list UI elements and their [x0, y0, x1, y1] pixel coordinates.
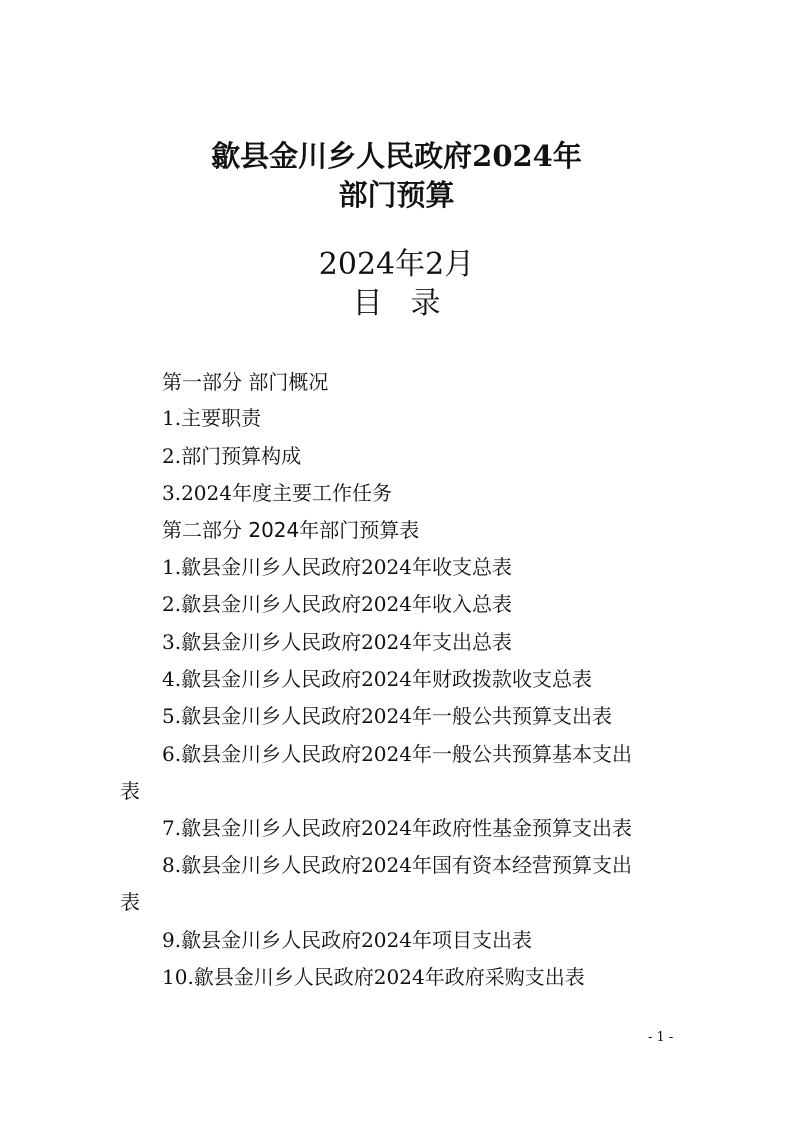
toc-item: 4.歙县金川乡人民政府2024年财政拨款收支总表 [162, 667, 592, 691]
toc-section-1: 第一部分 部门概况 [162, 370, 329, 394]
toc-item: 6.歙县金川乡人民政府2024年一般公共预算基本支出 [162, 742, 632, 766]
toc-item: 8.歙县金川乡人民政府2024年国有资本经营预算支出 [162, 853, 632, 877]
toc-heading: 目录 [352, 286, 469, 321]
toc-item: 2.歙县金川乡人民政府2024年收入总表 [162, 592, 512, 616]
toc-item: 1.主要职责 [162, 406, 262, 430]
toc-item: 1.歙县金川乡人民政府2024年收支总表 [162, 555, 512, 579]
toc-section-2: 第二部分 2024年部门预算表 [162, 518, 420, 542]
page-number: - 1 - [648, 1030, 674, 1045]
toc-item-continuation: 表 [120, 779, 140, 803]
toc-item: 7.歙县金川乡人民政府2024年政府性基金预算支出表 [162, 816, 632, 840]
toc-item: 3.歙县金川乡人民政府2024年支出总表 [162, 630, 512, 654]
toc-item-continuation: 表 [120, 890, 140, 914]
document-title-line1: 歙县金川乡人民政府2024年 [211, 139, 582, 173]
document-date: 2024年2月 [318, 247, 475, 282]
toc-item: 9.歙县金川乡人民政府2024年项目支出表 [162, 928, 532, 952]
toc-item: 10.歙县金川乡人民政府2024年政府采购支出表 [162, 965, 585, 989]
toc-item: 3.2024年度主要工作任务 [162, 481, 392, 505]
toc-item: 5.歙县金川乡人民政府2024年一般公共预算支出表 [162, 704, 612, 728]
document-title-line2: 部门预算 [338, 178, 455, 212]
toc-item: 2.部门预算构成 [162, 444, 302, 468]
